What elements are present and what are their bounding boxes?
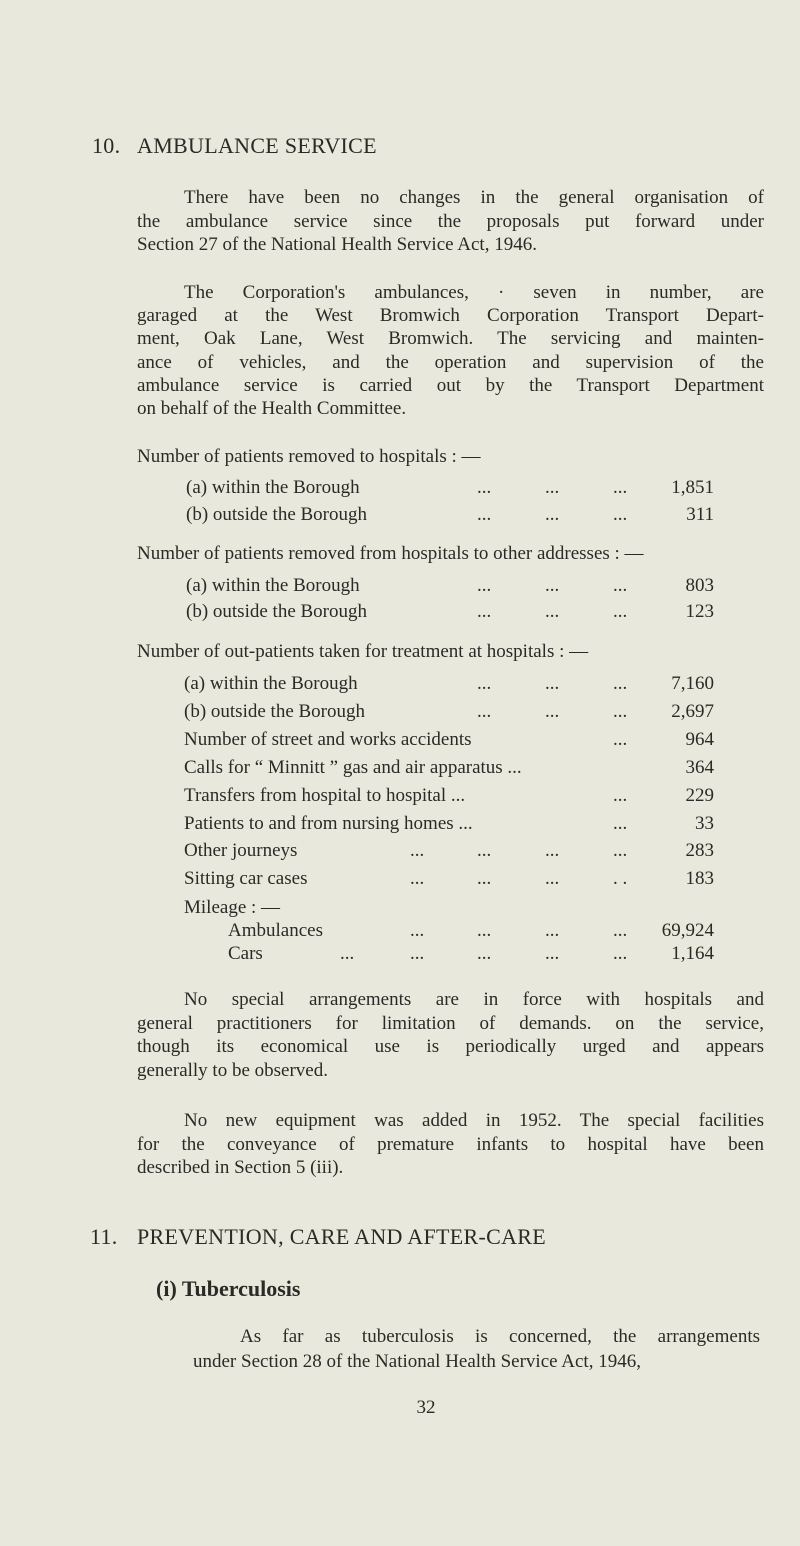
dot-leader: ... [613, 785, 628, 806]
dot-leader: ... [477, 477, 492, 498]
dot-leader: ... [477, 868, 492, 889]
text-line: described in Section 5 (iii). [137, 1157, 344, 1178]
row-value: 229 [685, 785, 714, 806]
dot-leader: ... [477, 673, 492, 694]
dot-leader: ... [545, 504, 560, 525]
dot-leader: ... [545, 673, 560, 694]
dot-leader: ... [613, 575, 628, 596]
text-line: Section 27 of the National Health Service Act, 1946. [137, 234, 537, 256]
row-value: 803 [685, 575, 714, 596]
row-label: (a) within the Borough [186, 575, 360, 596]
dot-leader: ... [477, 575, 492, 596]
dot-leader: ... [613, 477, 628, 498]
section-title: AMBULANCE SERVICE [137, 133, 377, 158]
row-value: 7,160 [671, 673, 714, 694]
dot-leader: ... [410, 943, 425, 964]
page-number: 32 [416, 1397, 436, 1418]
dot-leader: . . [613, 868, 628, 889]
row-label: (a) within the Borough [184, 673, 358, 694]
row-value: 283 [685, 840, 714, 861]
text-line: No special arrangements are in force with hospitals and [184, 989, 764, 1010]
text-line: generally to be observed. [137, 1060, 328, 1082]
dot-leader: ... [613, 729, 628, 750]
dot-leader: ... [410, 920, 425, 941]
text-line: ambulance service is carried out by the Transport Department [137, 374, 764, 396]
dot-leader: ... [477, 920, 492, 941]
section-number: 10. [92, 133, 121, 158]
text-line: There have been no changes in the general organisation of [184, 187, 764, 208]
row-label: Cars [228, 943, 263, 964]
row-value: 33 [695, 813, 714, 834]
dot-leader: ... [545, 920, 560, 941]
row-value: 364 [685, 757, 714, 778]
row-label: Patients to and from nursing homes ... [184, 813, 473, 834]
text-line: garaged at the West Bromwich Corporation Transport Depart- [137, 305, 764, 327]
row-value: 1,164 [671, 943, 714, 964]
row-label: Sitting car cases [184, 868, 308, 889]
dot-leader: ... [613, 601, 628, 622]
dot-leader: ... [613, 920, 628, 941]
row-value: 183 [685, 868, 714, 889]
row-value: 69,924 [661, 920, 714, 941]
text-line: though its economical use is periodically urged and appears [137, 1036, 764, 1058]
text-line: As far as tuberculosis is concerned, the arrangements [240, 1326, 760, 1347]
dot-leader: ... [410, 868, 425, 889]
text-line: for the conveyance of premature infants to hospital have been [137, 1133, 764, 1155]
text-line: the ambulance service since the proposals put forward under [137, 210, 764, 232]
dot-leader: ... [477, 601, 492, 622]
dot-leader: ... [545, 575, 560, 596]
dot-leader: ... [613, 840, 628, 861]
text-line: general practitioners for limitation of demands. on the service, [137, 1012, 764, 1034]
row-value: 311 [686, 504, 714, 525]
row-label: (b) outside the Borough [186, 504, 368, 525]
dot-leader: ... [613, 813, 628, 834]
text-line: No new equipment was added in 1952. The special facilities [184, 1110, 764, 1131]
dot-leader: ... [613, 701, 628, 722]
row-label: (a) within the Borough [186, 477, 360, 498]
row-label: Ambulances [228, 920, 323, 941]
dot-leader: ... [545, 943, 560, 964]
section-number: 11. [90, 1224, 118, 1249]
row-value: 964 [685, 729, 714, 750]
row-label: Other journeys [184, 840, 298, 861]
text-line: ance of vehicles, and the operation and supervision of the [137, 351, 764, 373]
row-value: 123 [685, 601, 714, 622]
row-label: (b) outside the Borough [184, 701, 366, 722]
row-value: 1,851 [671, 477, 714, 498]
dot-leader: ... [410, 840, 425, 861]
dot-leader: ... [613, 504, 628, 525]
text-line: on behalf of the Health Committee. [137, 398, 407, 419]
row-label: (b) outside the Borough [186, 601, 368, 622]
dot-leader: ... [477, 840, 492, 861]
group-heading: Number of patients removed to hospitals : — [137, 446, 481, 467]
row-label: Transfers from hospital to hospital ... [184, 785, 466, 806]
text-line: The Corporation's ambulances, · seven in number, are [184, 282, 764, 303]
group-heading: Number of out-patients taken for treatment at hospitals : — [137, 641, 589, 662]
dot-leader: ... [545, 868, 560, 889]
dot-leader: ... [613, 673, 628, 694]
group-heading: Mileage : — [184, 897, 281, 918]
section-title: PREVENTION, CARE AND AFTER-CARE [137, 1224, 546, 1249]
dot-leader: ... [545, 840, 560, 861]
text-line: under Section 28 of the National Health Service Act, 1946, [193, 1351, 641, 1372]
dot-leader: ... [477, 504, 492, 525]
subsection-title: (i) Tuberculosis [156, 1276, 301, 1301]
group-heading: Number of patients removed from hospitals to other addresses : — [137, 543, 644, 564]
row-label: Calls for “ Minnitt ” gas and air apparatus ... [184, 757, 522, 778]
dot-leader: ... [477, 943, 492, 964]
dot-leader: ... [545, 477, 560, 498]
dot-leader: ... [340, 943, 355, 964]
dot-leader: ... [545, 601, 560, 622]
text-line: ment, Oak Lane, West Bromwich. The servicing and mainten- [137, 328, 764, 350]
dot-leader: ... [613, 943, 628, 964]
row-label: Number of street and works accidents [184, 729, 472, 750]
row-value: 2,697 [671, 701, 714, 722]
dot-leader: ... [545, 701, 560, 722]
dot-leader: ... [477, 701, 492, 722]
